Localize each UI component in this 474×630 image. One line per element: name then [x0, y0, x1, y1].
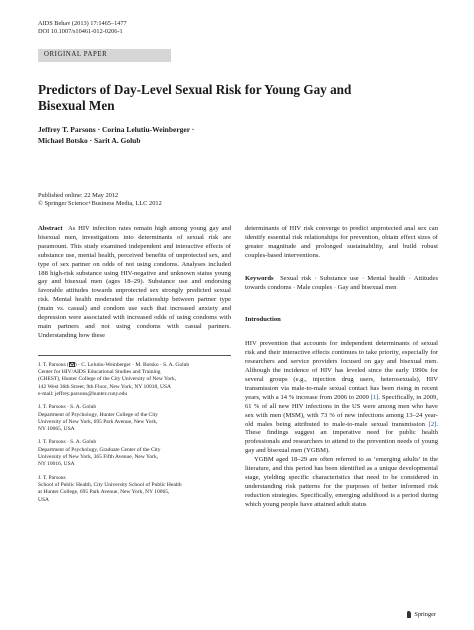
- article-type-bar: [38, 49, 171, 62]
- publisher-name: Springer: [414, 611, 436, 618]
- mail-icon: [69, 362, 75, 367]
- affiliation-line: NY 10065, USA: [38, 426, 75, 433]
- doi: DOI 10.1007/s10461-012-0206-1: [38, 28, 123, 36]
- affiliation-names: J. T. Parsons: [38, 474, 66, 481]
- keywords: [245, 275, 438, 293]
- affiliation-3: [38, 439, 231, 468]
- affiliation-line: NY 10016, USA: [38, 461, 75, 468]
- intro-text: . These findings suggest an imperative need for public health professionals and researchers to attend to the prevention needs of young gay and bisexual men (YGBM).: [245, 420, 438, 455]
- corresponding-email[interactable]: e-mail: jeffrey.parsons@hunter.cuny.edu: [38, 390, 128, 397]
- right-column: [245, 225, 438, 510]
- affiliation-names-part: J. T. Parsons (: [38, 361, 69, 368]
- affiliation-line: Department of Psychology, Graduate Center of the City: [38, 446, 161, 453]
- publication-dates: [38, 192, 162, 209]
- affiliation-line: 142 West 36th Street, 9th Floor, New York, NY 10018, USA: [38, 383, 172, 390]
- affiliation-line: School of Public Health, City University School of Public Health: [38, 481, 182, 488]
- abstract-text-left: As HIV infection rates remain high among young gay and bisexual men, investigations into determinants of sexual risk are paramount. This study examined independent and interactive effects of substance use, mental health, perceived benefits of unprotected sex, and type of sex partner on odds of not using condoms. Analyses included 188 high-risk substance using HIV-negative and unknown status young gay and bisexual men (ages 18–29). Substance use and endorsing favorable attitudes towards unprotected sex strongly predicted sexual risk. Mental health moderated the relationship between partner type (main vs. casual) and condom use such that increased anxiety and depression were associated with increased odds of using condoms with main partners and not using condoms with casual partners. Understanding how these: [38, 225, 231, 339]
- authors: [38, 124, 298, 146]
- intro-text: . Specifically, in 2009, 61 % of all new HIV infections in the US were among men who have sex with men (MSM), with 73 % of new infections among 13–24 year-old males being attributed to male-to-male sexual transmission: [245, 393, 438, 428]
- affiliation-line: (CHEST), Hunter College of the City University of New York,: [38, 376, 177, 383]
- affiliation-4: [38, 475, 231, 504]
- intro-text: HIV prevention that accounts for independent determinants of sexual risk and their interactive effects continues to take priority, especially for researchers and service providers focused on gay and bisexual men. Although the incidence of HIV has leveled since the early 1990s for several groups (e.g., injection drug users, heterosexuals), HIV transmission via male-to-male sexual contact has been rising in recent years, with a 14 % increase from 2006 to 2009: [245, 340, 438, 401]
- article-type: ORIGINAL PAPER: [44, 51, 108, 58]
- affiliation-line: Department of Psychology, Hunter College of the City: [38, 411, 159, 418]
- paper-title: Predictors of Day-Level Sexual Risk for Young Gay and Bisexual Men: [38, 82, 352, 113]
- running-head: [38, 20, 127, 37]
- affiliation-2: [38, 404, 231, 433]
- authors-line-1: Jeffrey T. Parsons · Corina Lelutiu-Weinberger ·: [38, 125, 195, 134]
- springer-horse-icon: [406, 611, 412, 618]
- section-heading-introduction: Introduction: [245, 316, 281, 324]
- citation-link[interactable]: [2]: [428, 420, 437, 428]
- affiliation-names: J. T. Parsons · S. A. Golub: [38, 404, 97, 411]
- affiliation-names: J. T. Parsons · S. A. Golub: [38, 439, 97, 446]
- affiliation-line: Center for HIV/AIDS Educational Studies and Training: [38, 369, 161, 376]
- abstract-continuation: determinants of HIV risk converge to predict unprotected anal sex can identify essential risk relationships for prevention, obtain effect sizes of greater magnitude and prolonged sustainability, and build robust couples-based interventions.: [245, 225, 438, 259]
- keywords-label: Keywords: [245, 274, 274, 282]
- affiliation-names-part: ) · C. Lelutiu-Weinberger · M. Botsko · S. A. Golub: [74, 361, 190, 368]
- abstract-label: Abstract: [38, 225, 63, 232]
- copyright: © Springer Science+Business Media, LLC 2012: [38, 200, 162, 208]
- journal-citation: AIDS Behav (2013) 17:1465–1477: [38, 20, 127, 27]
- left-column: [38, 225, 231, 510]
- affiliation-line: USA: [38, 496, 50, 503]
- affiliation-names: [38, 362, 231, 369]
- published-date: Published online: 22 May 2012: [38, 192, 119, 199]
- citation-link[interactable]: [1]: [370, 393, 379, 401]
- affiliation-divider: [38, 355, 231, 356]
- intro-paragraph-2: YGBM aged 18–29 are often referred to as ‘emerging adults’ in the literature, and this period has been identified as a unique developmental stage, yielding specific characteristics that need to be considered in understanding risk patterns for the purposes of better informed risk reduction strategies. Specifically, emerging adulthood is a period during which young people have attained adult status: [245, 456, 438, 508]
- intro-paragraph-1: [245, 340, 438, 456]
- affiliation-line: at Hunter College, 695 Park Avenue, New York, NY 10065,: [38, 489, 170, 496]
- affiliation-1: [38, 362, 231, 398]
- authors-line-2: Michael Botsko · Sarit A. Golub: [38, 136, 141, 145]
- affiliation-line: University of New York, 365 Fifth Avenue, New York,: [38, 454, 159, 461]
- affiliation-line: University of New York, 695 Park Avenue, New York,: [38, 418, 158, 425]
- keywords-text: Sexual risk · Substance use · Mental health · Attitudes towards condoms · Male couples · Gay and bisexual men: [245, 274, 439, 291]
- springer-footer-mark: [406, 611, 436, 618]
- abstract-paragraph: [38, 225, 231, 341]
